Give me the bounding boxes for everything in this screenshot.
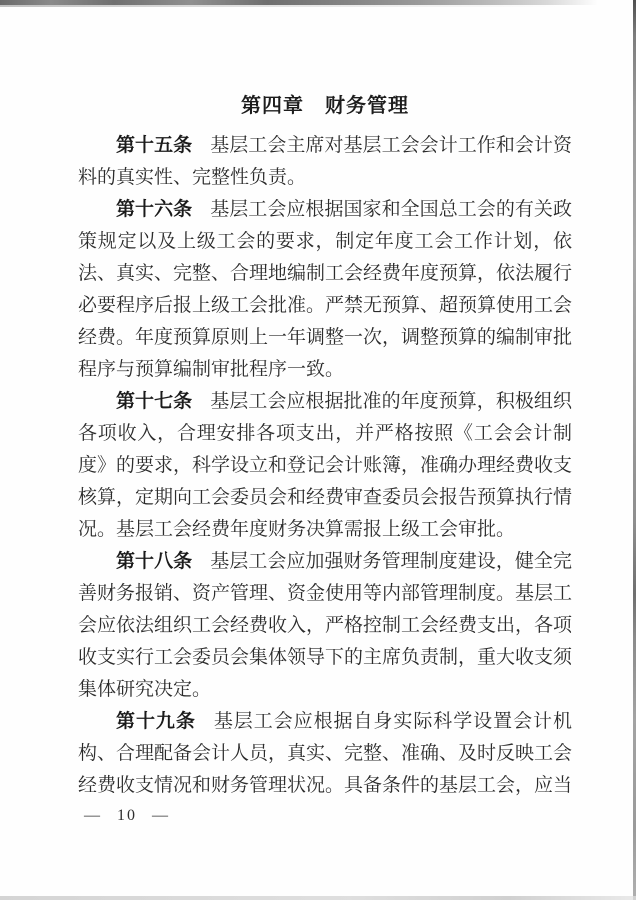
- article-text-18: 基层工会应加强财务管理制度建设，健全完善财务报销、资产管理、资金使用等内部管理制度。基层工会应依法组织工会经费收入，严格控制工会经费支出，各项收支实行工会委员会集体领导下的主席负责制，重大收支须集体研究决定。: [78, 551, 573, 700]
- article-paragraph-18: [78, 546, 572, 706]
- page-number: — 10 —: [84, 807, 170, 824]
- chapter-title: 第四章 财务管理: [241, 95, 409, 117]
- article-label-17: 第十七条: [116, 391, 193, 412]
- document-body: [78, 92, 572, 802]
- article-paragraph-17: [78, 386, 572, 546]
- article-paragraph-16: [78, 194, 572, 386]
- article-paragraph-19: [78, 706, 572, 802]
- article-text-16: 基层工会应根据国家和全国总工会的有关政策规定以及上级工会的要求，制定年度工会工作计划，依法、真实、完整、合理地编制工会经费年度预算，依法履行必要程序后报上级工会批准。严禁无预算、超预算使用工会经费。年度预算原则上一年调整一次，调整预算的编制审批程序与预算编制审批程序一致。: [78, 199, 573, 380]
- article-label-19: 第十九条: [116, 711, 196, 732]
- article-text-19: 基层工会应根据自身实际科学设置会计机构、合理配备会计人员，真实、完整、准确、及时反映工会经费收支情况和财务管理状况。具备条件的基层工会，应当: [78, 711, 573, 796]
- scan-edge-bottom: [0, 896, 636, 900]
- article-label-15: 第十五条: [116, 135, 193, 156]
- article-label-16: 第十六条: [116, 199, 193, 220]
- scan-edge-top-shadow: [0, 5, 560, 7]
- article-paragraph-15: [78, 130, 572, 194]
- article-label-18: 第十八条: [116, 551, 193, 572]
- article-text-15: 基层工会主席对基层工会会计工作和会计资料的真实性、完整性负责。: [78, 135, 572, 188]
- article-text-17: 基层工会应根据批准的年度预算，积极组织各项收入，合理安排各项支出，并严格按照《工会会计制度》的要求，科学设立和登记会计账簿，准确办理经费收支核算，定期向工会委员会和经费审查委员会报告预算执行情况。基层工会经费年度财务决算需报上级工会审批。: [78, 391, 573, 540]
